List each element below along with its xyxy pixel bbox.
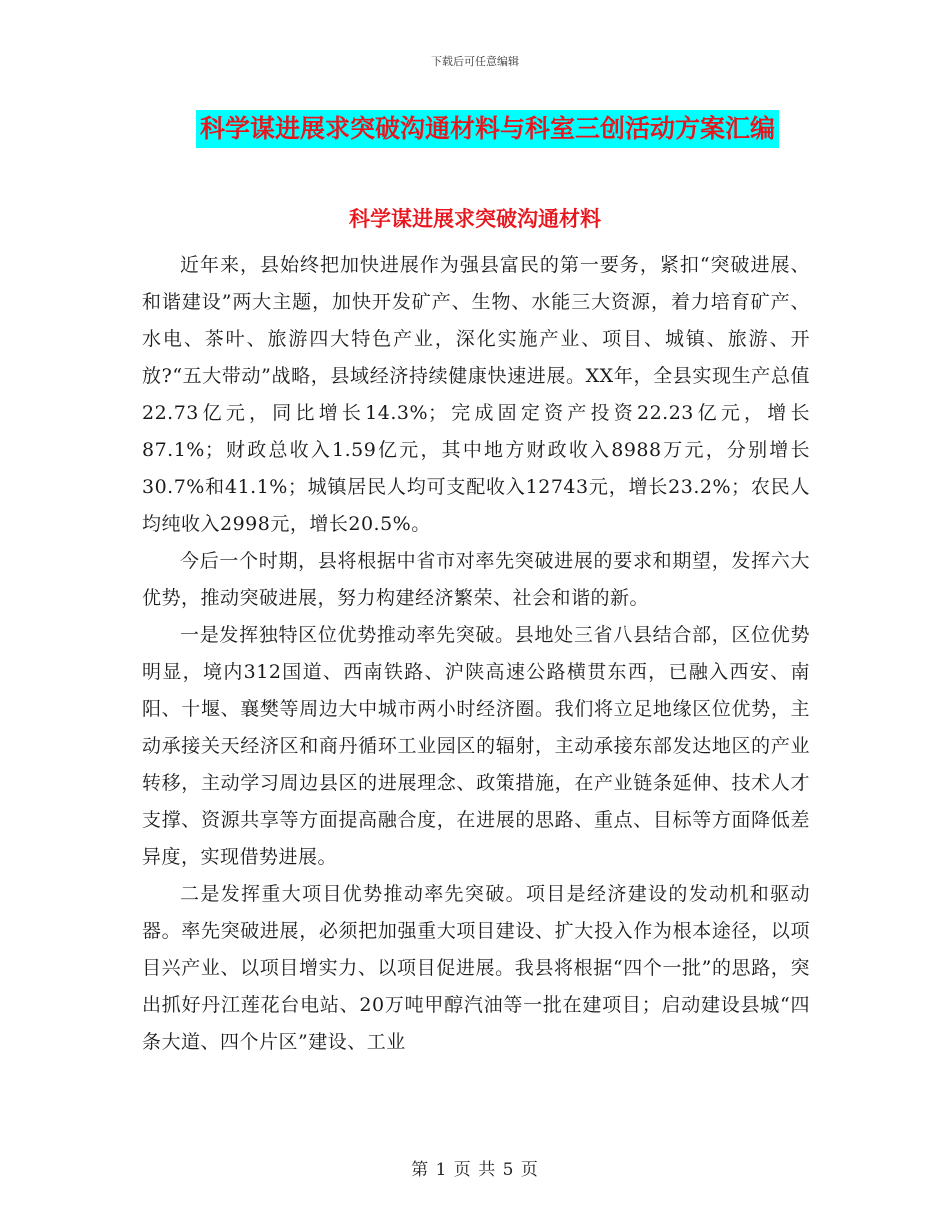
paragraph: 近年来，县始终把加快进展作为强县富民的第一要务，紧扣“突破进展、和谐建设”两大主题，加快开发矿产、生物、水能三大资源，着力培育矿产、水电、茶叶、旅游四大特色产业，深化实施产业、项目、城镇、旅游、开放?“五大带动”战略，县域经济持续健康快速进展。XX年，全县实现生产总值22.73亿元，同比增长14.3%；完成固定资产投资22.23亿元，增长87.1%；财政总收入1.59亿元，其中地方财政收入8988万元，分别增长30.7%和41.1%；城镇居民人均可支配收入12743元，增长23.2%；农民人均纯收入2998元，增长20.5%。: [142, 254, 810, 535]
section-title: 科学谋进展求突破沟通材料: [349, 207, 601, 231]
paragraph: 今后一个时期，县将根据中省市对率先突破进展的要求和期望，发挥六大优势，推动突破进展，努力构建经济繁荣、社会和谐的新。: [142, 550, 810, 609]
page-number: 第 1 页 共 5 页: [411, 1160, 539, 1180]
paragraph: 二是发挥重大项目优势推动率先突破。项目是经济建设的发动机和驱动器。率先突破进展，必须把加强重大项目建设、扩大投入作为根本途径，以项目兴产业、以项目增实力、以项目促进展。我县将根据“四个一批”的思路，突出抓好丹江莲花台电站、20万吨甲醇汽油等一批在建项目；启动建设县城“四条大道、四个片区”建设、工业: [142, 883, 810, 1053]
document-body: [142, 247, 810, 1061]
header-note: 下载后可任意编辑: [431, 55, 519, 68]
document-title: 科学谋进展求突破沟通材料与科室三创活动方案汇编: [196, 110, 779, 148]
paragraph: 一是发挥独特区位优势推动率先突破。县地处三省八县结合部，区位优势明显，境内312国道、西南铁路、沪陕高速公路横贯东西，已融入西安、南阳、十堰、襄樊等周边大中城市两小时经济圈。我们将立足地缘区位优势，主动承接关天经济区和商丹循环工业园区的辐射，主动承接东部发达地区的产业转移，主动学习周边县区的进展理念、政策措施，在产业链条延伸、技术人才支撑、资源共享等方面提高融合度，在进展的思路、重点、目标等方面降低差异度，实现借势进展。: [142, 624, 810, 868]
